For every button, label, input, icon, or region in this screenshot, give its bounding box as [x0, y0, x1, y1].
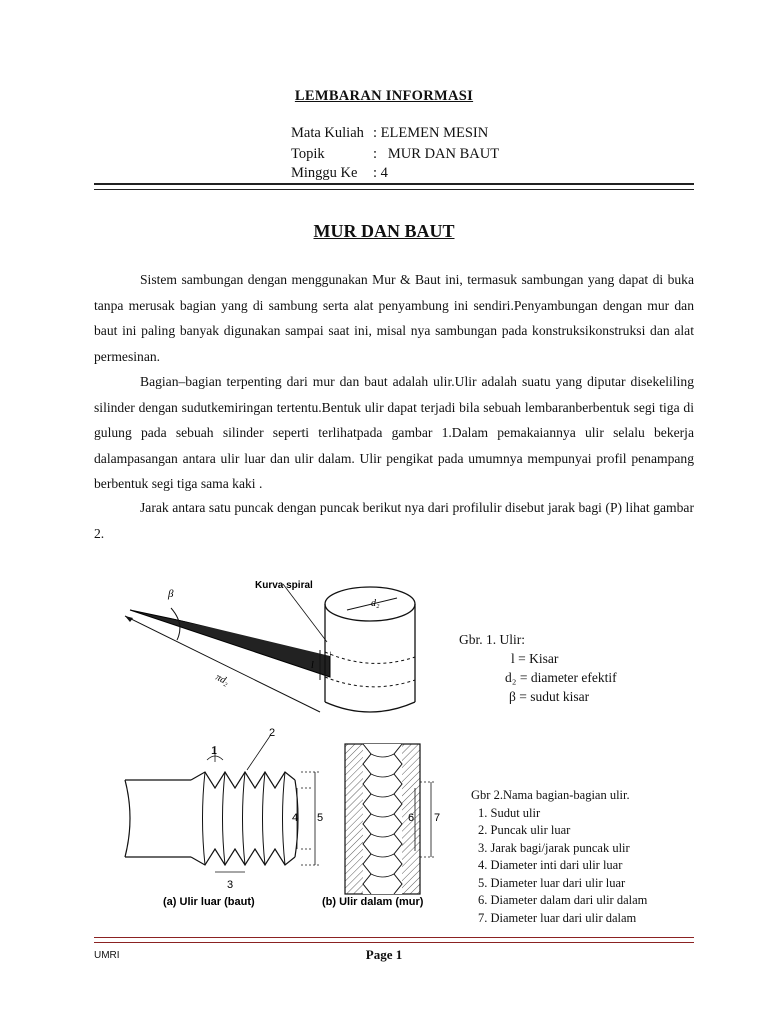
callout-7: 7 [434, 812, 441, 824]
footer-divider [94, 937, 694, 943]
figure-2-caption-item: 7. Diameter luar dari ulir dalam [478, 910, 637, 925]
cylinder-bottom [325, 702, 415, 712]
figure-2-caption-item: 5. Diameter luar dari ulir luar [478, 875, 626, 890]
figure-2-caption-item: 6. Diameter dalam dari ulir dalam [478, 893, 648, 907]
meta-value: 4 [380, 165, 388, 181]
figure-2-caption-item: 4. Diameter inti dari ulir luar [478, 858, 623, 872]
figure-1-thread-diagram [115, 562, 460, 722]
figure-2-caption-item: 1. Sudut ulir [478, 805, 541, 820]
beta-label: β [168, 588, 174, 600]
meta-value: MUR DAN BAUT [387, 146, 500, 162]
callout-1: 1 [211, 745, 218, 757]
curve-leader [283, 584, 327, 642]
figure-1-caption-title: Gbr. 1. Ulir: [459, 632, 525, 647]
callout-4: 4 [292, 812, 299, 824]
thread-triangle [130, 610, 330, 677]
nut-label: (b) Ulir dalam (mur) [322, 896, 424, 908]
nut-drawing [345, 744, 435, 894]
callout-3: 3 [227, 879, 234, 891]
meta-key: Mata Kuliah [291, 125, 364, 141]
curve-label: Kurva spiral [255, 580, 313, 591]
header-divider [94, 183, 694, 190]
footer-institution: UMRI [94, 950, 120, 961]
figure-1-caption [459, 630, 617, 706]
page-title: MUR DAN BAUT [313, 221, 455, 241]
meta-key: Minggu Ke [291, 165, 358, 181]
callout-6: 6 [408, 812, 415, 824]
meta-key: Topik [291, 146, 325, 162]
callout-2: 2 [269, 727, 276, 739]
meta-row-course [291, 125, 488, 142]
l-label: l [311, 660, 314, 671]
arrow-head [125, 616, 133, 622]
helix-curve [325, 652, 415, 663]
pid2-label: πd₂ [213, 671, 231, 688]
meta-row-week [291, 165, 388, 182]
figure-2-caption-title: Gbr 2.Nama bagian-bagian ulir. [471, 788, 630, 802]
callout-5: 5 [317, 812, 324, 824]
meta-row-topic [291, 146, 499, 163]
header-title: LEMBARAN INFORMASI [294, 88, 474, 104]
d2-label: d₂ [371, 598, 380, 609]
helix-curve-2 [325, 677, 415, 687]
meta-value: ELEMEN MESIN [380, 125, 489, 141]
paragraph-2: Bagian–bagian terpenting dari mur dan baut adalah ulir.Ulir adalah suatu yang diputar disekeliling silinder dengan sudutkemiringan tertentu.Bentuk ulir dapat terjadi bila sebuah lembaranberbentuk segi tiga di gulung pada sebuah silinder seperti terlihatpada gambar 1.Dalam pemakaiannya ulir selalu bekerja dalampasangan antara ulir luar dan ulir dalam. Ulir pengikat pada umumnya mempunyai profil penampang berbentuk segi tiga sama kaki . [94, 374, 694, 491]
meta-sep: : [373, 165, 378, 181]
triangle-highlight [145, 610, 330, 656]
page-number: Page 1 [365, 947, 403, 962]
figure-2-caption-item: 2. Puncak ulir luar [478, 823, 571, 837]
figure-2-caption [471, 787, 647, 927]
figure-1-caption-item: β = sudut kisar [509, 689, 590, 704]
figure-2-thread-profiles [115, 722, 460, 917]
meta-sep: : [373, 125, 378, 141]
bolt-drawing [125, 736, 324, 872]
meta-sep: : [373, 146, 378, 162]
paragraph-3: Jarak antara satu puncak dengan puncak berikut nya dari profilulir disebut jarak bagi (P) lihat gambar 2. [94, 500, 694, 541]
paragraph-1: Sistem sambungan dengan menggunakan Mur & Baut ini, termasuk sambungan yang dapat di buka tanpa merusak bagian yang di sambung serta alat penyambung ini sendiri.Penyambungan dengan mur dan baut ini paling banyak digunakan sampai saat ini, misal nya sambungan pada konstruksikonstruksi dan alat permesinan. [94, 272, 694, 364]
figure-1-caption-item: d₂ = diameter efektif [505, 670, 617, 685]
bolt-label: (a) Ulir luar (baut) [163, 896, 255, 908]
figure-2-caption-item: 3. Jarak bagi/jarak puncak ulir [478, 840, 630, 855]
figure-1-caption-item: l = Kisar [511, 651, 559, 666]
